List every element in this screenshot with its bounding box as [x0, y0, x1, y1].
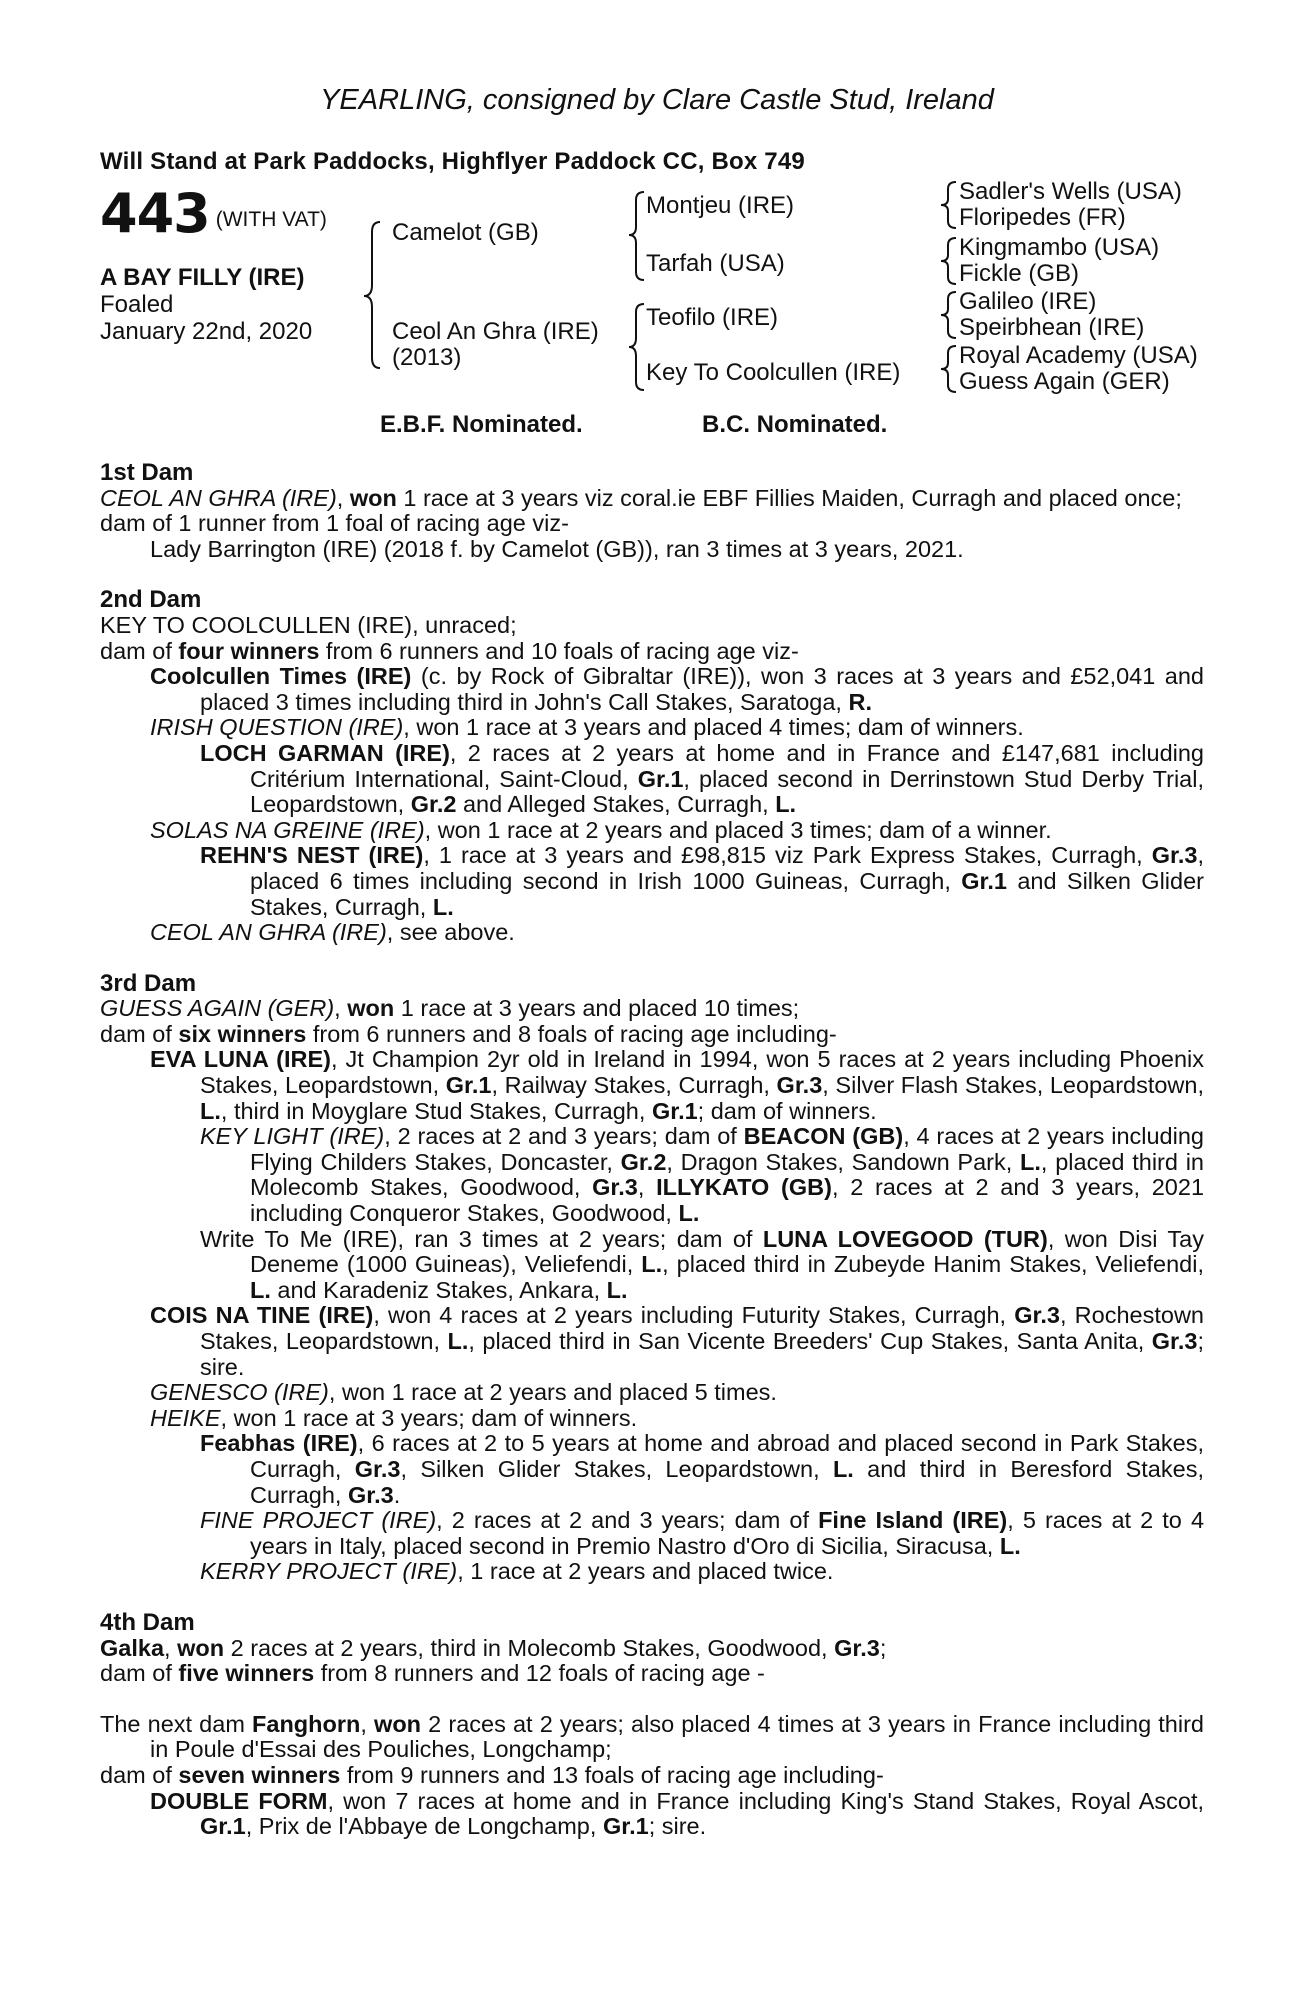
dam-year: (2013) [392, 344, 462, 371]
first-dam-name: CEOL AN GHRA (IRE) [100, 484, 337, 511]
gen1-brace [364, 222, 380, 368]
list-item: COIS NA TINE (IRE), won 4 races at 2 years including Futurity Stakes, Curragh, Gr.3, Rochestown Stakes, Leopardstown, L., placed third in San Vicente Breeders' Cup Stakes, Santa Anita, Gr.3; sire. [150, 1302, 1205, 1380]
first-dam-produce: dam of 1 runner from 1 foal of racing age viz- [100, 510, 569, 537]
catalogue-body [100, 460, 1204, 1840]
gen2-dam-brace [629, 304, 644, 390]
list-item: FINE PROJECT (IRE), 2 races at 2 and 3 years; dam of Fine Island (IRE), 5 races at 2 to 4 years in Italy, placed second in Premio Nastro d'Oro di Sicilia, Siracusa, L. [200, 1507, 1205, 1559]
second-dam-heading: 2nd Dam [100, 586, 202, 614]
ancestor-5: Galileo (IRE) [959, 288, 1097, 315]
list-item: Coolcullen Times (IRE) (c. by Rock of Gibraltar (IRE)), won 3 races at 3 years and £52,041 and placed 3 times including third in John's Call Stakes, Saratoga, R. [150, 663, 1204, 715]
next-dam-entry: The next dam Fanghorn, won 2 races at 2 years; also placed 4 times at 3 years in France including third in Poule d'Essai des Pouliches, Longchamp; [100, 1710, 1204, 1763]
list-item: GENESCO (IRE), won 1 race at 2 years and placed 5 times. [150, 1379, 777, 1406]
gen3-brace-1 [941, 182, 956, 228]
gen2-sire-brace [629, 192, 644, 280]
list-item: REHN'S NEST (IRE), 1 race at 3 years and £98,815 viz Park Express Stakes, Curragh, Gr.3, placed 6 times including second in Irish 1000 Guineas, Curragh, Gr.1 and Silken Glider Stakes, Curragh, L. [200, 842, 1204, 920]
fourth-dam-entry: Galka, won 2 races at 2 years, third in Molecomb Stakes, Goodwood, Gr.3; [100, 1634, 887, 1661]
dam-dam: Key To Coolcullen (IRE) [646, 359, 901, 386]
list-item: IRISH QUESTION (IRE), won 1 race at 3 years and placed 4 times; dam of winners. [150, 714, 1024, 741]
list-item: DOUBLE FORM, won 7 races at home and in France including King's Stand Stakes, Royal Ascot, Gr.1, Prix de l'Abbaye de Longchamp, Gr.1; sire. [150, 1787, 1204, 1840]
list-item: HEIKE, won 1 race at 3 years; dam of winners. [150, 1404, 638, 1431]
sire-dam: Tarfah (USA) [646, 250, 785, 277]
list-item: SOLAS NA GREINE (IRE), won 1 race at 2 years and placed 3 times; dam of a winner. [150, 816, 1052, 843]
third-dam-produce: dam of six winners from 6 runners and 8 foals of racing age including- [100, 1020, 837, 1047]
ancestor-1: Sadler's Wells (USA) [959, 178, 1182, 205]
third-dam-heading: 3rd Dam [100, 969, 197, 997]
first-dam-entry: CEOL AN GHRA (IRE), won 1 race at 3 years viz coral.ie EBF Fillies Maiden, Curragh and placed once; [100, 484, 1182, 511]
dam: Ceol An Ghra (IRE) [392, 318, 599, 345]
third-dam-entry: GUESS AGAIN (GER), won 1 race at 3 years and placed 10 times; [100, 995, 800, 1022]
sire-sire: Montjeu (IRE) [646, 192, 795, 219]
ancestor-7: Royal Academy (USA) [959, 342, 1198, 369]
list-item: Write To Me (IRE), ran 3 times at 2 years; dam of LUNA LOVEGOOD (TUR), won Disi Tay Deneme (1000 Guineas), Veliefendi, L., placed third in Zubeyde Hanim Stakes, Veliefendi, L. and Karadeniz Stakes, Ankara, L. [200, 1225, 1204, 1303]
list-item: LOCH GARMAN (IRE), 2 races at 2 years at home and in France and £147,681 including Critérium International, Saint-Cloud, Gr.1, placed second in Derrinstown Stud Derby Trial, Leopardstown, Gr.2 and Alleged Stakes, Curragh, L. [200, 739, 1205, 818]
first-dam-foal: Lady Barrington (IRE) (2018 f. by Camelot (GB)), ran 3 times at 3 years, 2021. [150, 535, 964, 562]
sire: Camelot (GB) [392, 219, 539, 246]
second-dam-entry: KEY TO COOLCULLEN (IRE), unraced; [100, 611, 517, 638]
gen3-brace-4 [941, 346, 956, 392]
first-dam-heading: 1st Dam [100, 459, 194, 486]
list-item: Feabhas (IRE), 6 races at 2 to 5 years at home and abroad and placed second in Park Stakes, Curragh, Gr.3, Silken Glider Stakes, Leopardstown, L. and third in Beresford Stakes, Curragh, Gr.3. [200, 1430, 1205, 1508]
foaled-date: January 22nd, 2020 [100, 318, 313, 345]
next-dam-produce: dam of seven winners from 9 runners and 13 foals of racing age including- [100, 1761, 884, 1788]
ancestor-6: Speirbhean (IRE) [959, 314, 1145, 341]
fourth-dam-heading: 4th Dam [100, 1608, 195, 1636]
lot-name: A BAY FILLY (IRE) [100, 264, 305, 291]
stand-location: Will Stand at Park Paddocks, Highflyer Paddock CC, Box 749 [100, 148, 805, 175]
second-dam-produce: dam of four winners from 6 runners and 10 foals of racing age viz- [100, 637, 799, 664]
ebf-nominated: E.B.F. Nominated. [380, 411, 583, 438]
gen3-brace-2 [941, 238, 956, 284]
gen3-brace-3 [941, 292, 956, 338]
list-item: EVA LUNA (IRE), Jt Champion 2yr old in Ireland in 1994, won 5 races at 2 years including Phoenix Stakes, Leopardstown, Gr.1, Railway Stakes, Curragh, Gr.3, Silver Flash Stakes, Leopardstown, L., third in Moyglare Stud Stakes, Curragh, Gr.1; dam of winners. [150, 1046, 1205, 1124]
list-item: KERRY PROJECT (IRE), 1 race at 2 years and placed twice. [200, 1558, 834, 1585]
list-item: CEOL AN GHRA (IRE), see above. [150, 919, 515, 946]
won-label: won [349, 484, 397, 511]
dam-sire: Teofilo (IRE) [646, 304, 779, 331]
ancestor-4: Fickle (GB) [959, 260, 1079, 287]
lot-number: 443 [100, 182, 210, 245]
consignor-title: YEARLING, consigned by Clare Castle Stud, Ireland [320, 84, 994, 116]
ancestor-2: Floripedes (FR) [959, 204, 1126, 231]
ancestor-3: Kingmambo (USA) [959, 234, 1160, 261]
ancestor-8: Guess Again (GER) [959, 368, 1170, 395]
vat-note: (WITH VAT) [215, 208, 327, 231]
list-item: KEY LIGHT (IRE), 2 races at 2 and 3 years; dam of BEACON (GB), 4 races at 2 years including Flying Childers Stakes, Doncaster, Gr.2, Dragon Stakes, Sandown Park, L., placed third in Molecomb Stakes, Goodwood, Gr.3, ILLYKATO (GB), 2 races at 2 and 3 years, 2021 including Conqueror Stakes, Goodwood, L. [200, 1123, 1205, 1227]
bc-nominated: B.C. Nominated. [702, 411, 888, 438]
fourth-dam-produce: dam of five winners from 8 runners and 12 foals of racing age - [100, 1660, 765, 1687]
foaled-label: Foaled [100, 291, 174, 318]
